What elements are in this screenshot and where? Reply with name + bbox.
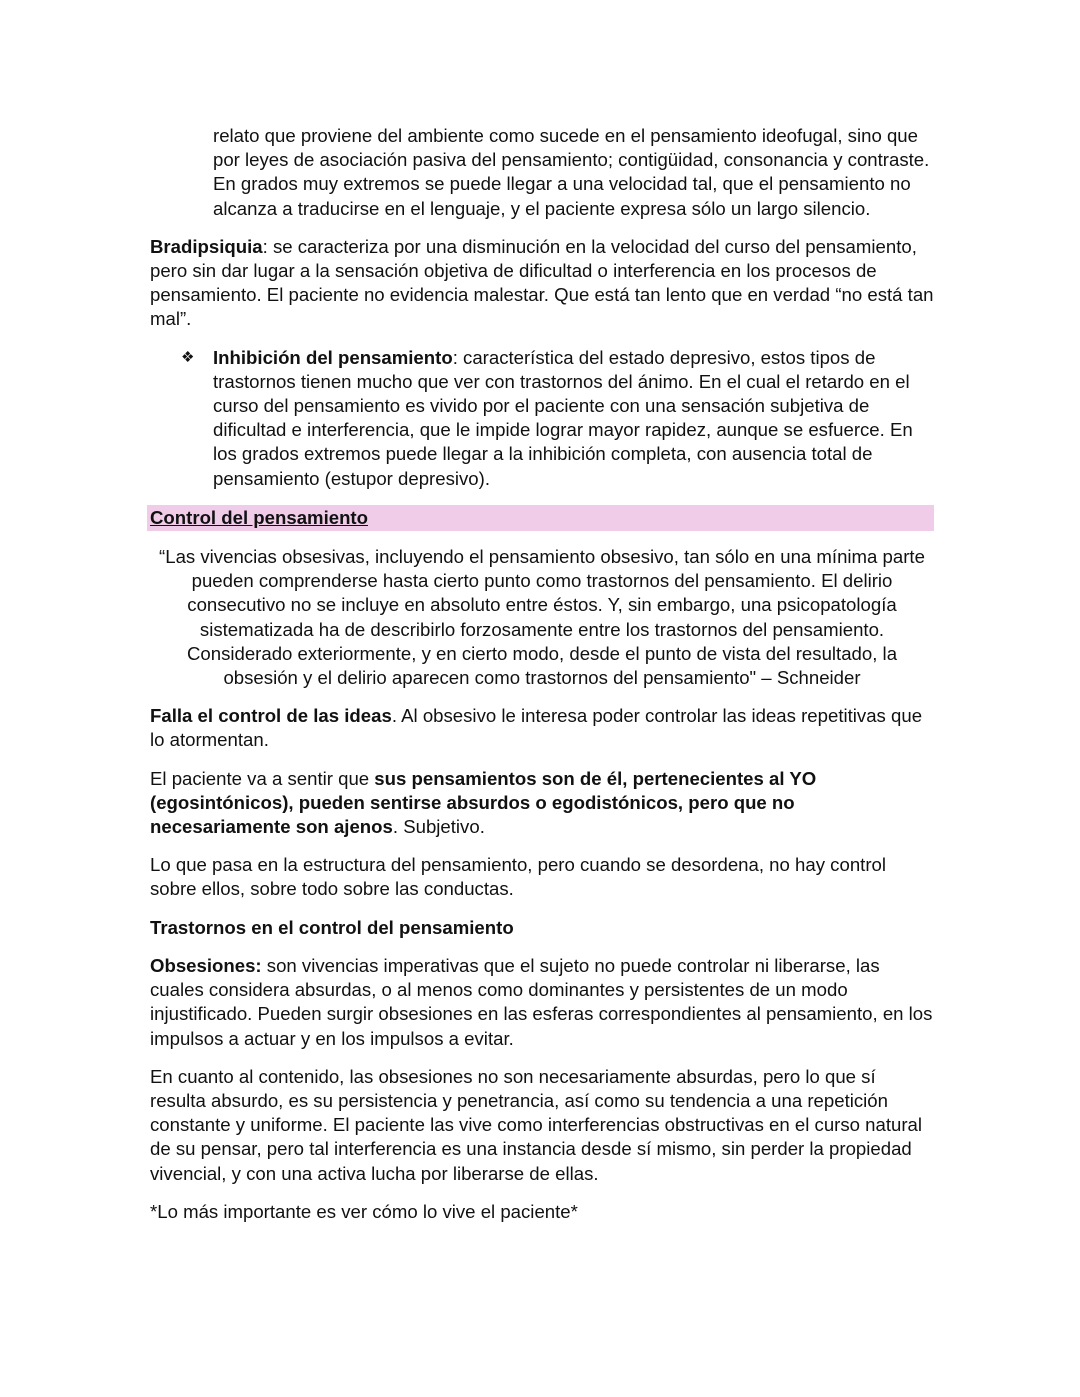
paragraph-taquipsiquia-cont: relato que proviene del ambiente como sucede en el pensamiento ideofugal, sino que por leyes de asociación pasiva del pensamiento; contigüidad, consonancia y contraste. En grados muy extremos se puede llegar a una velocidad tal, que el pensamiento no alcanza a traducirse en el lenguaje, y el paciente expresa sólo un largo silencio. <box>213 125 930 219</box>
diamond-bullet-icon: ❖ <box>181 348 195 366</box>
subheading-text: Trastornos en el control del pensamiento <box>150 916 514 938</box>
text: son vivencias imperativas que el sujeto no puede controlar ni liberarse, las cuales considera absurdas, o al menos como dominantes y persistentes de un modo injustificado. Pueden surgir obsesiones en las esferas correspondientes al pensamiento, en los impulsos a actuar y en los impulsos a evitar. <box>150 954 933 1049</box>
paragraph-obsesiones <box>150 954 934 1051</box>
text: El paciente va a sentir que <box>150 767 375 789</box>
schneider-quote: “Las vivencias obsesivas, incluyendo el pensamiento obsesivo, tan sólo en una mínima parte pueden comprenderse hasta cierto punto como trastornos del pensamiento. El delirio consecutivo no se incluye en absoluto entre éstos. Y, sin embargo, una psicopatología sistematizada ha de describirlo forzosamente entre los trastornos del pensamiento. Considerado exteriormente, y en cierto modo, desde el punto de vista del resultado, la obsesión y el delirio aparecen como trastornos del pensamiento" – Schneider <box>159 546 925 689</box>
text: : característica del estado depresivo, estos tipos de trastornos tienen mucho que ver con trastornos del ánimo. En el cual el retardo en el curso del pensamiento es vivido por el paciente con una sensación subjetiva de dificultad e interferencia, que le impide lograr mayor rapidez, aunque se esfuerce. En los grados extremos puede llegar a la inhibición completa, con ausencia total de pensamiento (estupor depresivo). <box>213 346 913 489</box>
document-page <box>150 124 934 1238</box>
text: . Al obsesivo le interesa poder controlar las ideas repetitivas que lo atormentan. <box>150 705 923 751</box>
text: . Subjetivo. <box>392 816 485 838</box>
bold-text: sus pensamientos son de él, pertenecientes al YO (egosintónicos), pueden sentirse absurdos o egodistónicos, pero que no necesariamente son ajenos <box>150 767 817 838</box>
paragraph-nota: *Lo más importante es ver cómo lo vive el paciente* <box>150 1200 578 1222</box>
paragraph-estructura: Lo que pasa en la estructura del pensamiento, pero cuando se desordena, no hay control sobre ellos, sobre todo sobre las conductas. <box>150 854 886 900</box>
paragraph-paciente <box>150 767 934 840</box>
paragraph-falla-control <box>150 704 934 752</box>
term-falla: Falla el control de las ideas <box>150 705 392 727</box>
paragraph-contenido: En cuanto al contenido, las obsesiones no son necesariamente absurdas, pero lo que sí resulta absurdo, es su persistencia y penetrancia, así como su tendencia a una repetición constante y uniforme. El paciente las vive como interferencias obstructivas en el curso natural de su pensar, pero tal interferencia es una instancia desde sí mismo, sin perder la propiedad vivencial, y con una activa lucha por liberarse de ellas. <box>150 1065 923 1184</box>
term-obsesiones: Obsesiones: <box>150 954 262 976</box>
term-inhibicion: Inhibición del pensamiento <box>213 346 453 368</box>
bullet-inhibicion <box>181 346 934 491</box>
term-bradipsiquia: Bradipsiquia <box>150 235 263 257</box>
paragraph-bradipsiquia <box>150 235 934 332</box>
text: : se caracteriza por una disminución en la velocidad del curso del pensamiento, pero sin dar lugar a la sensación objetiva de dificultad o interferencia en los procesos de pensamiento. El paciente no evidencia malestar. Que está tan lento que en verdad “no está tan mal”. <box>150 235 934 330</box>
subheading <box>150 916 934 940</box>
section-heading: Control del pensamiento <box>147 505 934 531</box>
